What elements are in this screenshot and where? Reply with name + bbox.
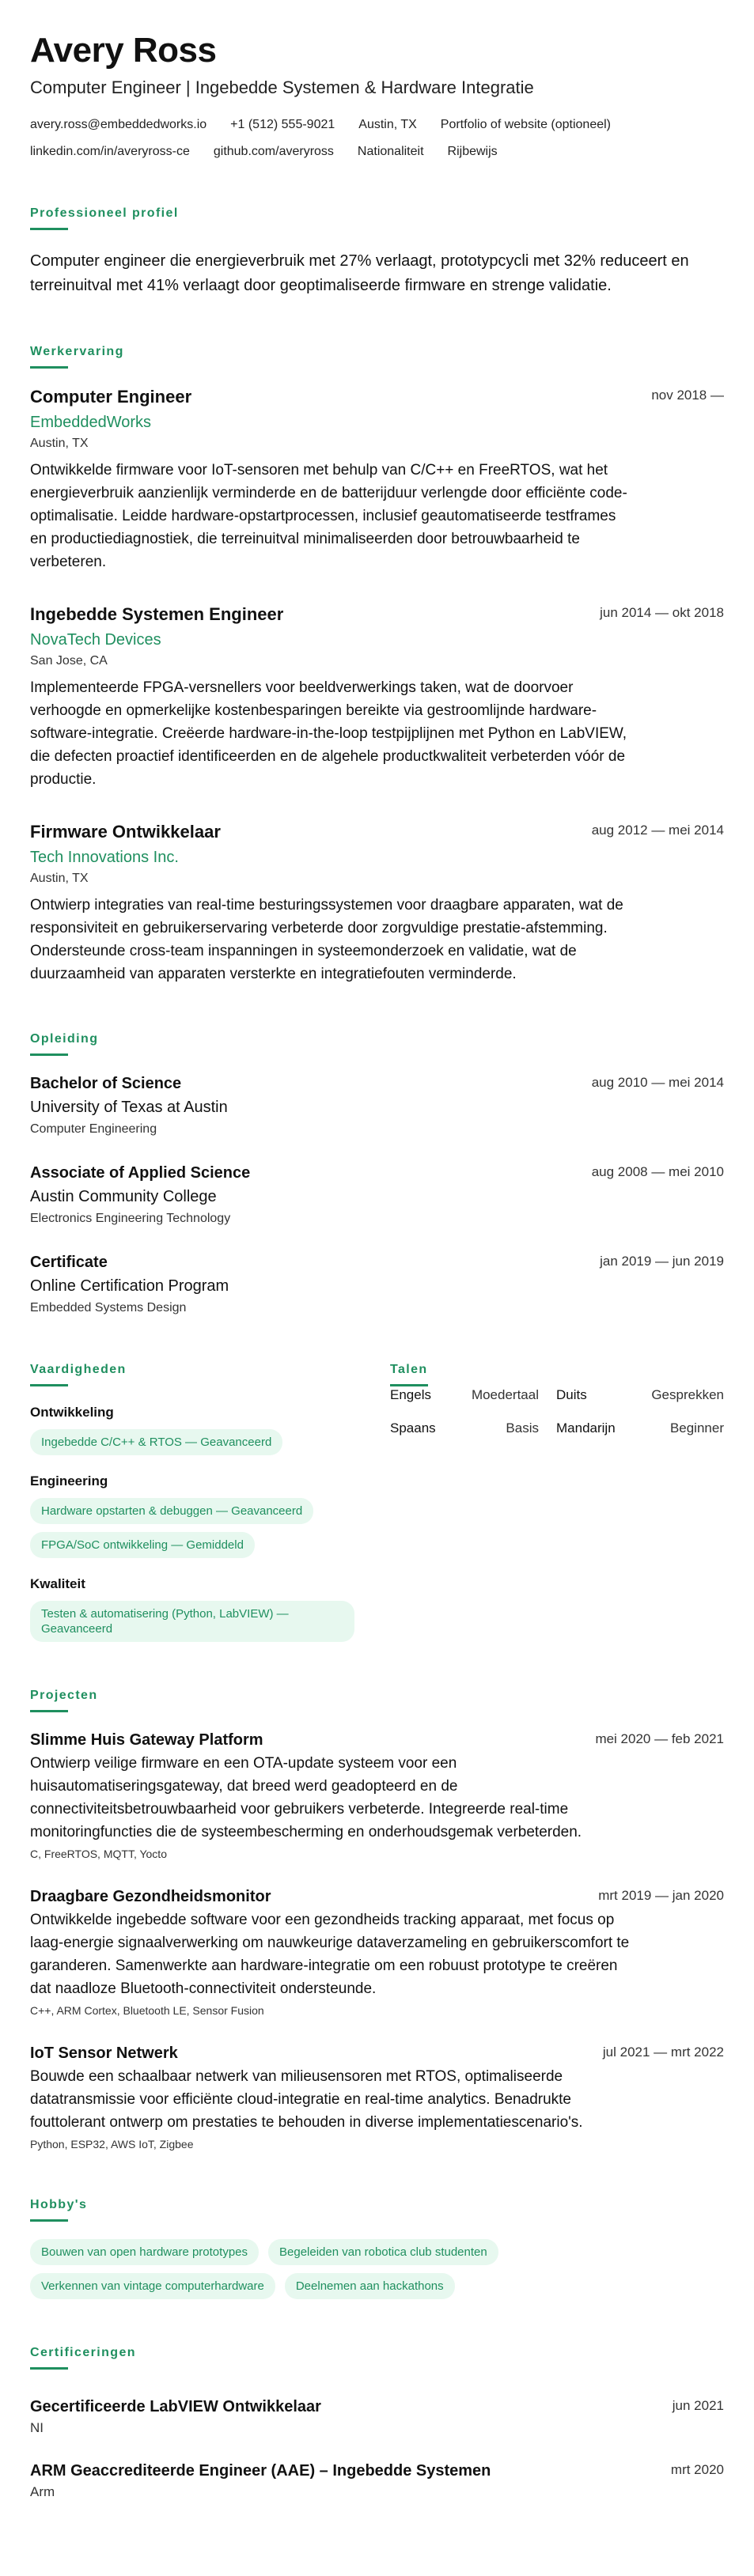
- experience-item: [30, 821, 724, 985]
- certifications-section: [30, 2345, 724, 2501]
- job-location: Austin, TX: [30, 872, 89, 885]
- hobbies-list: [30, 2231, 584, 2299]
- certifications-list: [30, 2396, 724, 2501]
- project-item: [30, 1730, 724, 1861]
- project-tech: C++, ARM Cortex, Bluetooth LE, Sensor Fusion: [30, 2004, 264, 2017]
- section-rule: [30, 1710, 68, 1712]
- project-item: [30, 2043, 724, 2151]
- profile-summary: Computer engineer die energieverbruik met 27% verlaagt, prototypcycli met 32% reduceert en terreinuitval met 41% verlaagt door geoptimaliseerde firmware en strenge validatie.: [30, 252, 689, 294]
- project-description: Ontwikkelde ingebedde software voor een gezondheids tracking apparaat, met focus op laag-energie signaalverwerking om nauwkeurige dataverzameling en gebruikerscomfort te garanderen. Samenwerkte aan hardware-integratie om een robuust prototype te creëren dat naadloze Bluetooth-connectiviteit ondersteunde.: [30, 1912, 630, 1997]
- contact-phone[interactable]: +1 (512) 555-9021: [230, 118, 335, 131]
- section-title: Werkervaring: [30, 345, 124, 358]
- skill-group: [30, 1404, 390, 1455]
- certification-item: [30, 2461, 724, 2501]
- hobby-chip: Deelnemen aan hackathons: [285, 2273, 455, 2299]
- education-section: [30, 1031, 724, 1316]
- hobby-chip: Verkennen van vintage computerhardware: [30, 2273, 275, 2299]
- job-company: NovaTech Devices: [30, 631, 161, 649]
- skill-group-name: Ontwikkeling: [30, 1405, 114, 1420]
- candidate-headline: Computer Engineer | Ingebedde Systemen & Hardware Integratie: [30, 78, 534, 97]
- section-title: Professioneel profiel: [30, 206, 179, 220]
- education-list: [30, 1073, 724, 1316]
- school-name: University of Texas at Austin: [30, 1099, 228, 1116]
- languages-section: [390, 1362, 724, 1642]
- project-date: mrt 2019 — jan 2020: [598, 1888, 724, 1903]
- profile-section: [30, 206, 724, 298]
- education-item: [30, 1163, 724, 1227]
- section-rule: [30, 366, 68, 369]
- section-rule: [30, 1053, 68, 1056]
- project-description: Bouwde een schaalbaar netwerk van milieusensoren met RTOS, optimaliseerde datatransmissie voor efficiënte cloud-integratie en real-time analytics. Benadrukte fouttolerant ontwerp om prestaties te behouden in diverse implementatiescenario's.: [30, 2068, 583, 2131]
- skill-chip: Hardware opstarten & debuggen — Geavanceerd: [30, 1498, 313, 1524]
- contact-nationality: Nationaliteit: [357, 145, 424, 158]
- project-item: [30, 1886, 724, 2018]
- job-location: San Jose, CA: [30, 654, 108, 668]
- language-level: Basis: [506, 1420, 539, 1436]
- language-name: Engels: [390, 1387, 431, 1402]
- project-name: Draagbare Gezondheidsmonitor: [30, 1888, 271, 1905]
- degree-title: Associate of Applied Science: [30, 1164, 251, 1182]
- language-item: [548, 1420, 724, 1437]
- job-description: Ontwikkelde firmware voor IoT-sensoren met behulp van C/C++ en FreeRTOS, wat het energieverbruik aanzienlijk verminderde en de batterijduur verlengde door efficiënte code-optimalisatie. Leidde hardware-opstartprocessen, inclusief geautomatiseerde testframes en productiediagnostiek, die terreinuitval minimaliseerden door betrouwbaarheid te verbeteren.: [30, 462, 627, 570]
- study-field: Computer Engineering: [30, 1122, 157, 1136]
- study-field: Electronics Engineering Technology: [30, 1212, 231, 1225]
- language-item: [390, 1386, 548, 1404]
- certification-date: mrt 2020: [670, 2462, 724, 2477]
- certification-name: ARM Geaccrediteerde Engineer (AAE) – Ingebedde Systemen: [30, 2462, 491, 2480]
- projects-list: [30, 1730, 724, 2151]
- hobby-chip: Bouwen van open hardware prototypes: [30, 2239, 259, 2265]
- language-level: Moedertaal: [471, 1387, 539, 1402]
- experience-list: [30, 386, 724, 985]
- education-date: aug 2008 — mei 2010: [591, 1164, 724, 1179]
- language-level: Beginner: [669, 1420, 724, 1436]
- language-name: Duits: [556, 1387, 587, 1402]
- experience-item: [30, 386, 724, 573]
- contact-location: Austin, TX: [358, 118, 417, 131]
- project-description: Ontwierp veilige firmware en een OTA-update systeem voor een huisautomatiseringsgateway, dat breed werd geadopteerd en de connectiviteitsbetrouwbaarheid voor gebruikers verbeterde. Integreerde real-time monitoringfuncties die de systeembescherming en onderhoudsgemak verbeterden.: [30, 1755, 582, 1840]
- certification-issuer: NI: [30, 2420, 44, 2435]
- contact-github[interactable]: github.com/averyross: [213, 145, 334, 158]
- degree-title: Bachelor of Science: [30, 1075, 182, 1092]
- job-date: jun 2014 — okt 2018: [600, 605, 724, 620]
- contact-license: Rijbewijs: [447, 145, 498, 158]
- job-description: Ontwierp integraties van real-time besturingssystemen voor draagbare apparaten, wat de responsiviteit en gebruikerservaring verbeterde door zorgvuldige prestatie-afstemming. Ondersteunde cross-team inspanningen in systeemonderzoek en validatie, wat de duurzaamheid van apparaten versterkte en integratiefouten verminderde.: [30, 897, 623, 982]
- language-item: [390, 1420, 548, 1437]
- section-title: Hobby's: [30, 2198, 88, 2211]
- project-name: IoT Sensor Netwerk: [30, 2045, 178, 2062]
- language-name: Mandarijn: [556, 1420, 616, 1436]
- resume-header: [30, 30, 724, 160]
- section-rule: [30, 2219, 68, 2222]
- education-item: [30, 1073, 724, 1137]
- language-name: Spaans: [390, 1420, 436, 1436]
- section-rule: [30, 2367, 68, 2370]
- projects-section: [30, 1688, 724, 2151]
- job-location: Austin, TX: [30, 437, 89, 450]
- section-title: Vaardigheden: [30, 1363, 127, 1376]
- hobbies-section: [30, 2197, 724, 2299]
- certification-issuer: Arm: [30, 2484, 55, 2499]
- skill-chip: Testen & automatisering (Python, LabVIEW) — Geavanceerd: [30, 1601, 354, 1642]
- skill-chip: Ingebedde C/C++ & RTOS — Geavanceerd: [30, 1429, 282, 1455]
- education-date: jan 2019 — jun 2019: [600, 1254, 724, 1269]
- language-level: Gesprekken: [651, 1387, 724, 1402]
- contact-email[interactable]: avery.ross@embeddedworks.io: [30, 118, 207, 131]
- skill-group-name: Kwaliteit: [30, 1576, 85, 1591]
- job-description: Implementeerde FPGA-versnellers voor beeldverwerkings taken, wat de doorvoer verhoogde en opmerkelijke kostenbesparingen bereikte via gestroomlijnde hardware-software-integratie. Creëerde hardware-in-the-loop testpijplijnen met Python en LabVIEW, die defecten proactief identificeerden en de algehele productkwaliteit verbeterden vóór de productie.: [30, 679, 627, 788]
- section-rule: [30, 228, 68, 230]
- section-title: Talen: [390, 1363, 428, 1376]
- education-item: [30, 1252, 724, 1316]
- job-title: Computer Engineer: [30, 387, 192, 407]
- project-date: mei 2020 — feb 2021: [595, 1731, 724, 1746]
- study-field: Embedded Systems Design: [30, 1301, 187, 1314]
- skill-group-name: Engineering: [30, 1473, 108, 1488]
- experience-item: [30, 603, 724, 791]
- hobby-chip: Begeleiden van robotica club studenten: [268, 2239, 498, 2265]
- certification-item: [30, 2396, 724, 2437]
- skills-list: [30, 1404, 390, 1642]
- section-title: Certificeringen: [30, 2346, 136, 2359]
- contact-linkedin[interactable]: linkedin.com/in/averyross-ce: [30, 145, 190, 158]
- skill-group: [30, 1473, 390, 1558]
- contact-portfolio[interactable]: Portfolio of website (optioneel): [440, 118, 612, 131]
- project-tech: C, FreeRTOS, MQTT, Yocto: [30, 1848, 167, 1860]
- section-title: Opleiding: [30, 1032, 99, 1046]
- contact-list: [30, 117, 679, 160]
- section-title: Projecten: [30, 1689, 98, 1702]
- job-date: nov 2018 —: [651, 388, 724, 403]
- certification-date: jun 2021: [672, 2398, 724, 2413]
- project-date: jul 2021 — mrt 2022: [602, 2045, 724, 2060]
- skill-chip: FPGA/SoC ontwikkeling — Gemiddeld: [30, 1532, 255, 1558]
- degree-title: Certificate: [30, 1254, 108, 1271]
- certification-name: Gecertificeerde LabVIEW Ontwikkelaar: [30, 2398, 321, 2415]
- language-item: [548, 1386, 724, 1404]
- section-rule: [30, 1384, 68, 1386]
- candidate-name: Avery Ross: [30, 31, 217, 70]
- experience-section: [30, 344, 724, 985]
- languages-list: [390, 1386, 724, 1437]
- skill-group: [30, 1575, 390, 1642]
- education-date: aug 2010 — mei 2014: [591, 1075, 724, 1090]
- job-company: EmbeddedWorks: [30, 414, 152, 431]
- school-name: Online Certification Program: [30, 1277, 229, 1295]
- skills-languages-row: [30, 1362, 724, 1642]
- job-title: Ingebedde Systemen Engineer: [30, 604, 284, 624]
- project-tech: Python, ESP32, AWS IoT, Zigbee: [30, 2138, 194, 2150]
- job-company: Tech Innovations Inc.: [30, 849, 179, 866]
- school-name: Austin Community College: [30, 1188, 217, 1205]
- job-date: aug 2012 — mei 2014: [591, 823, 724, 838]
- job-title: Firmware Ontwikkelaar: [30, 822, 221, 842]
- skills-section: [30, 1362, 390, 1642]
- project-name: Slimme Huis Gateway Platform: [30, 1731, 263, 1749]
